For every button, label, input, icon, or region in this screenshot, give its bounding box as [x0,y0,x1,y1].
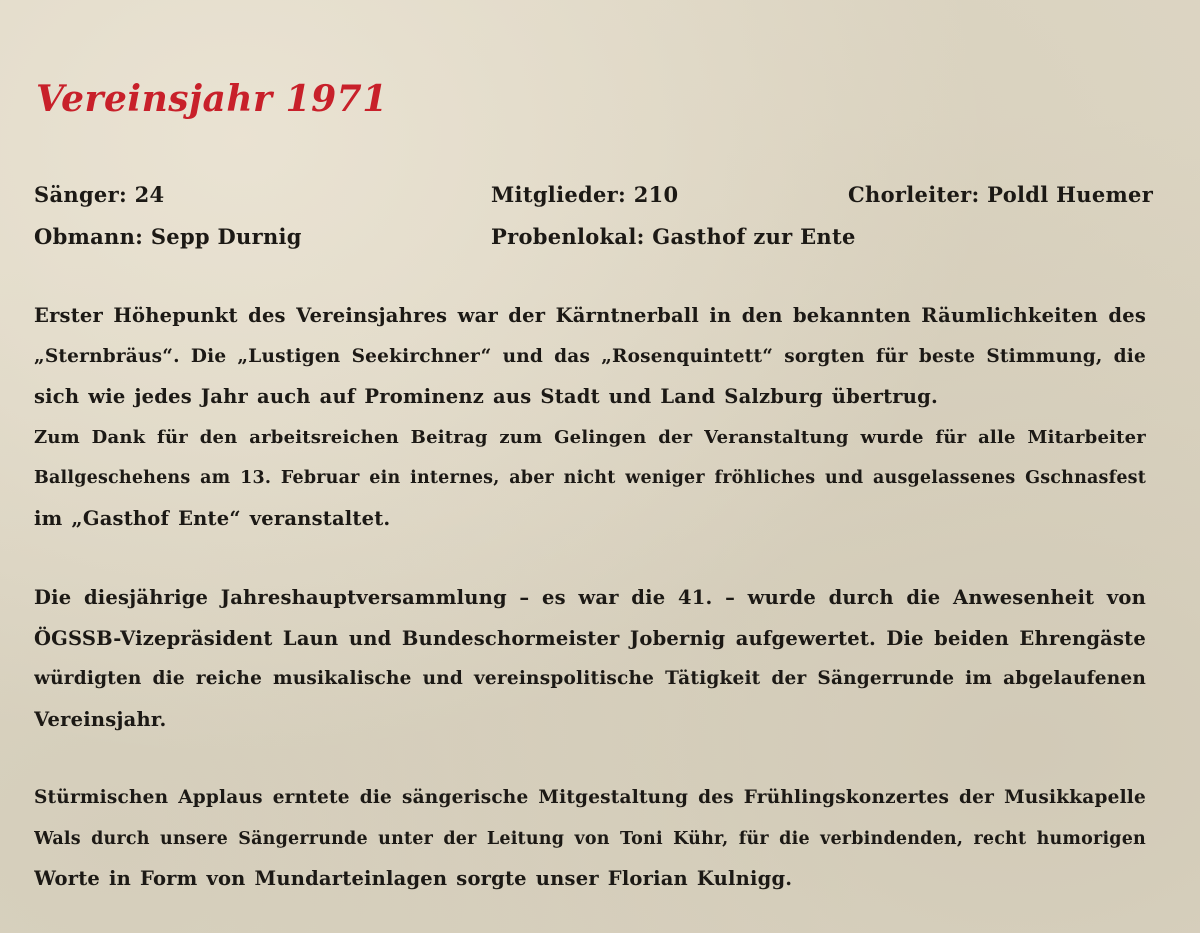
page-title: Vereinsjahr 1971 [36,78,388,120]
fact-saenger [34,184,164,205]
fact-probenlokal [491,226,856,247]
paragraph-line: Wals durch unsere Sängerrunde unter der Leitung von Toni Kühr, für die verbindenden, recht humorigen [34,828,1146,849]
paragraph-line: Zum Dank für den arbeitsreichen Beitrag zum Gelingen der Veranstaltung wurde für alle Mitarbeiter [34,426,1146,448]
paragraph-line: Vereinsjahr. [34,707,167,731]
paragraph-line: Erster Höhepunkt des Vereinsjahres war der Kärntnerball in den bekannten Räumlichkeiten des [34,304,1146,327]
paragraph-fruehlingskonzert [34,778,1146,900]
paragraph-line: Worte in Form von Mundarteinlagen sorgte unser Florian Kulnigg. [34,867,793,890]
fact-label: Sänger : [34,182,135,207]
fact-chorleiter [848,184,1153,205]
fact-value: Sepp Durnig [150,224,302,249]
paragraph-line: im „Gasthof Ente“ veranstaltet. [34,506,391,530]
fact-label: Chorleiter : [848,182,987,207]
paragraph-line: sich wie jedes Jahr auch auf Prominenz aus Stadt und Land Salzburg übertrug. [34,385,938,408]
paragraph-line: Die diesjährige Jahreshauptversammlung – es war die 41. – wurde durch die Anwesenheit von [34,586,1146,609]
fact-obmann [34,226,302,247]
fact-label: Probenlokal : [491,224,652,249]
fact-mitglieder [491,184,678,205]
fact-value: 24 [134,182,165,207]
fact-label: Obmann : [34,224,151,249]
fact-label: Mitglieder : [491,182,634,207]
paragraph-line: würdigten die reiche musikalische und vereinspolitische Tätigkeit der Sängerrunde im abgelaufenen [34,668,1146,689]
paragraph-jahreshauptversammlung [34,578,1146,740]
fact-value: 210 [633,182,679,207]
paragraph-line: Ballgeschehens am 13. Februar ein internes, aber nicht weniger fröhliches und ausgelassenes Gschnasfest [34,468,1146,488]
paragraph-line: ÖGSSB-Vizepräsident Laun und Bundeschormeister Jobernig aufgewertet. Die beiden Ehrengäste [34,626,1146,650]
fact-value: Poldl Huemer [987,182,1154,207]
paragraph-line: „Sternbräus“. Die „Lustigen Seekirchner“ und das „Rosenquintett“ sorgten für beste Stimmung, die [34,345,1146,367]
paragraph-kaerntnerball [34,296,1146,539]
fact-value: Gasthof zur Ente [652,224,856,249]
paragraph-line: Stürmischen Applaus erntete die sängerische Mitgestaltung des Frühlingskonzertes der Musikkapelle [34,787,1146,808]
